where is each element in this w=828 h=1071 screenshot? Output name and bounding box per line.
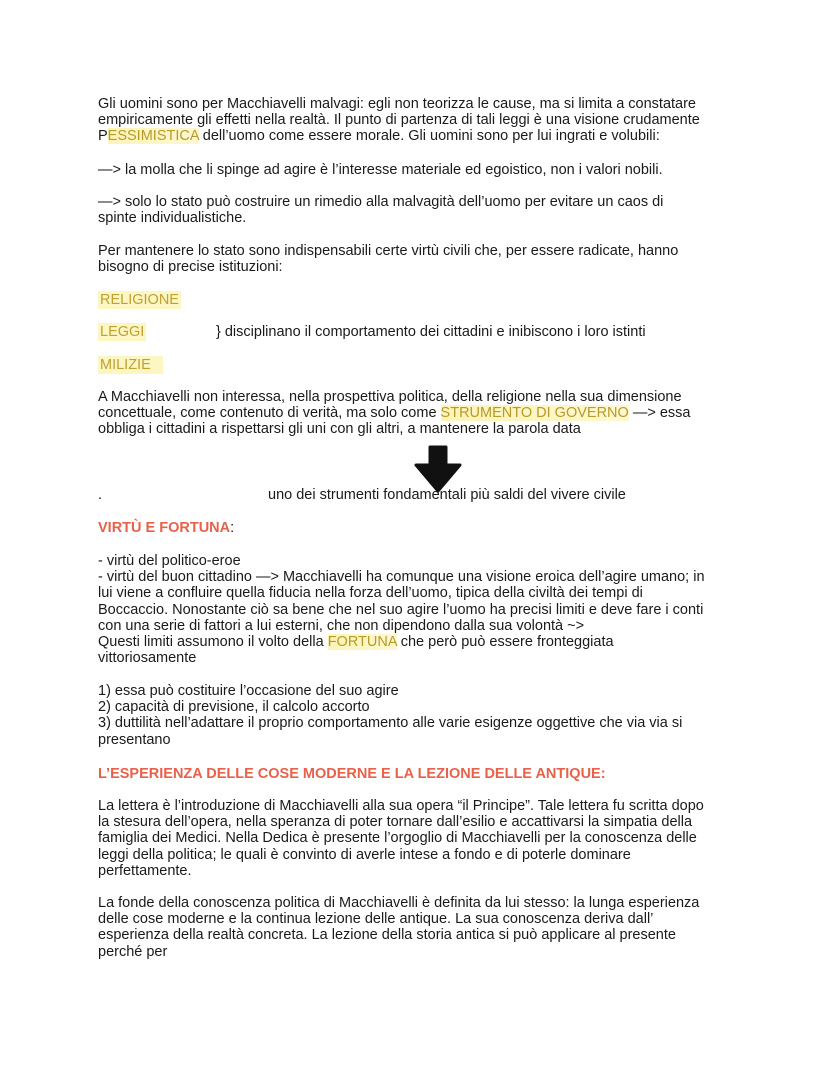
after-arrow-text: uno dei strumenti fondamentali più saldi del vivere civile: [268, 487, 626, 503]
religion-paragraph: [98, 389, 738, 438]
body-line: delle cose moderne e la continua lezione delle antique. La sua conoscenza deriva dall’: [98, 911, 654, 928]
virtu-fortuna-heading: [98, 520, 738, 536]
esperienza-paragraph-2: [98, 895, 738, 960]
body-line: - virtù del politico-eroe: [98, 553, 241, 569]
heading-colon: :: [230, 520, 235, 536]
down-arrow-icon: [412, 445, 464, 493]
after-arrow-line: [98, 487, 738, 503]
virtues-line: Per mantenere lo stato sono indispensabili certe virtù civili che, per essere radicate, hanno: [98, 243, 679, 259]
highlight-pessimistica: ESSIMISTICA: [107, 128, 199, 145]
highlight-fortuna: FORTUNA: [327, 634, 397, 651]
body-line: la stesura dell’opera, nella speranza di poter tornare dall’esilio e accattivarsi la simpatia della: [98, 814, 693, 831]
body-line: perfettamente.: [98, 862, 192, 879]
institution-leggi: [98, 324, 738, 340]
body-line: La lettera è l’introduzione di Macchiavelli alla sua opera “il Principe”. Tale lettera fu scritta dopo: [98, 798, 704, 814]
virtu-fortuna-body: [98, 553, 738, 666]
list-item: 3) duttilità nell’adattare il proprio comportamento alle varie esigenze oggettive che via via si: [98, 715, 683, 732]
fortuna-prefix: Questi limiti assumono il volto della: [98, 634, 328, 651]
list-item: 2) capacità di previsione, il calcolo accorto: [98, 699, 370, 716]
body-line: lui viene a confluire quella fiducia nella forza dell’uomo, tipica della civiltà dei tempi di: [98, 585, 643, 602]
intro-line: Gli uomini sono per Macchiavelli malvagi: egli non teorizza le cause, ma si limita a constatare: [98, 96, 696, 112]
body-line: famiglia dei Medici. Nella Dedica è presente l’orgoglio di Macchiavelli per la conoscenza delle: [98, 830, 697, 847]
intro-suffix: dell’uomo come essere morale. Gli uomini sono per lui ingrati e volubili:: [198, 128, 660, 145]
bullet-text: —> solo lo stato può costruire un rimedio alla malvagità dell’uomo per evitare un caos di: [98, 194, 664, 210]
intro-line: empiricamente gli effetti nella realtà. Il punto di partenza di tali leggi è una visione crudamente: [98, 112, 700, 129]
bullet-text: spinte individualistiche.: [98, 210, 247, 227]
list-item: presentano: [98, 731, 171, 748]
bullet-text: —> la molla che li spinge ad agire è l’interesse materiale ed egoistico, non i valori nobili.: [98, 162, 663, 178]
esperienza-paragraph-1: [98, 798, 738, 879]
intro-line: [98, 128, 738, 144]
section-heading: VIRTÙ E FORTUNA: [98, 520, 231, 536]
institution-religione: [98, 292, 738, 308]
institution-milizie: [98, 357, 738, 373]
body-line: perché per: [98, 943, 168, 960]
section-heading: L’ESPERIENZA DELLE COSE MODERNE E LA LEZIONE DELLE ANTIQUE:: [98, 766, 606, 782]
religion-line: obbliga i cittadini a rispettarsi gli uni con gli altri, a mantenere la parola data: [98, 421, 581, 438]
body-line: - virtù del buon cittadino —> Macchiavelli ha comunque una visione eroica dell’agire umano; in: [98, 569, 705, 586]
body-line: con una serie di fattori a lui esterni, che non dipendono dalla sua volontà ~>: [98, 617, 585, 634]
body-line: vittoriosamente: [98, 650, 197, 667]
intro-prefix: P: [98, 128, 108, 145]
virtues-line: bisogno di precise istituzioni:: [98, 259, 283, 276]
religion-prefix: concettuale, come contenuto di verità, ma solo come: [98, 405, 441, 422]
body-line: esperienza della realtà concreta. La lezione della storia antica si può applicare al presente: [98, 927, 676, 944]
esperienza-heading: [98, 766, 738, 782]
virtues-intro: [98, 243, 738, 275]
highlight-strumento: STRUMENTO DI GOVERNO: [440, 405, 629, 422]
bullet-2: [98, 194, 738, 226]
religion-line: A Macchiavelli non interessa, nella prospettiva politica, della religione nella sua dimensione: [98, 389, 682, 405]
highlight-milizie: MILIZIE: [98, 356, 163, 374]
religion-suffix: —> essa: [628, 405, 691, 422]
body-line: Boccaccio. Nonostante ciò sa bene che nel suo agire l’uomo ha precisi limiti e deve fare i conti: [98, 601, 704, 618]
institutions-brace-text: } disciplinano il comportamento dei cittadini e inibiscono i loro istinti: [216, 324, 646, 340]
stray-dot: .: [98, 487, 103, 503]
fortuna-suffix: che però può essere fronteggiata: [396, 634, 614, 651]
bullet-1: [98, 162, 738, 178]
list-item: 1) essa può costituire l’occasione del suo agire: [98, 683, 399, 699]
highlight-leggi: LEGGI: [100, 324, 145, 340]
body-line: La fonde della conoscenza politica di Macchiavelli è definita da lui stesso: la lunga esperienza: [98, 895, 700, 911]
numbered-list: [98, 683, 738, 748]
religion-line: [98, 405, 738, 421]
body-line: leggi della politica; le quali è convinto di averle intese a fondo e di poterle dominare: [98, 846, 631, 863]
body-line: [98, 634, 738, 650]
intro-paragraph: [98, 96, 738, 145]
highlight-religione: RELIGIONE: [100, 292, 179, 308]
